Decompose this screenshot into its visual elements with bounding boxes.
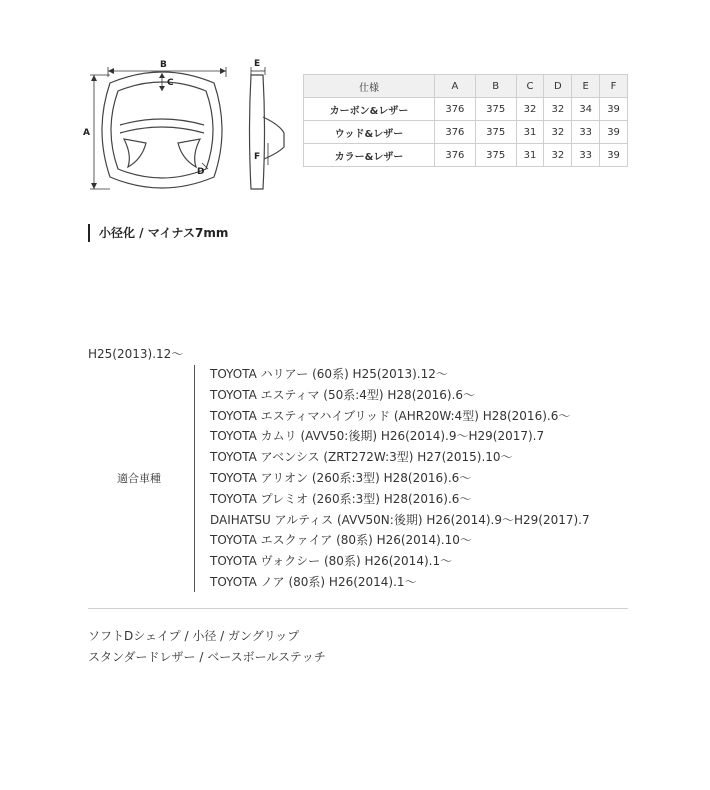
product-subtitle: 小径化 / マイナス7mm xyxy=(88,224,228,242)
list-item: TOYOTA アリオン (260系:3型) H28(2016).6～ xyxy=(210,470,472,485)
spec-cell: 32 xyxy=(544,98,572,121)
spec-cell: 33 xyxy=(572,121,600,144)
spec-row-label: ウッド&レザー xyxy=(304,121,435,144)
list-item: スタンダードレザー / ベースボールステッチ xyxy=(88,650,326,664)
spec-row-label: カーボン&レザー xyxy=(304,98,435,121)
table-row xyxy=(304,121,628,144)
spec-row-label: カラー&レザー xyxy=(304,144,435,167)
dim-label-d: D xyxy=(197,167,205,177)
dim-label-e: E xyxy=(254,59,261,69)
section-divider xyxy=(88,608,628,609)
list-item: TOYOTA エスクァイア (80系) H26(2014).10～ xyxy=(210,533,472,548)
spec-cell: 376 xyxy=(435,144,476,167)
spec-header-cell: D xyxy=(544,75,572,98)
spec-cell: 34 xyxy=(572,98,600,121)
wheel-side-view xyxy=(250,75,285,189)
list-item: TOYOTA エスティマ (50系:4型) H28(2016).6～ xyxy=(210,387,476,402)
compatible-vehicles-list xyxy=(210,364,590,593)
spec-cell: 375 xyxy=(475,98,516,121)
list-item: TOYOTA プレミオ (260系:3型) H28(2016).6～ xyxy=(210,491,472,506)
spec-cell: 33 xyxy=(572,144,600,167)
list-item: TOYOTA アベンシス (ZRT272W:3型) H27(2015).10～ xyxy=(210,450,513,465)
spec-cell: 31 xyxy=(516,144,544,167)
spec-table-header-row xyxy=(304,75,628,98)
dim-label-b: B xyxy=(160,60,167,70)
spec-header-cell: B xyxy=(475,75,516,98)
spec-header-cell: A xyxy=(435,75,476,98)
vehicles-divider-line xyxy=(194,365,195,592)
table-row xyxy=(304,144,628,167)
feature-list xyxy=(88,626,326,668)
list-item: DAIHATSU アルティス (AVV50N:後期) H26(2014).9～H29(2017).7 xyxy=(210,512,590,527)
table-row xyxy=(304,98,628,121)
list-item: TOYOTA カムリ (AVV50:後期) H26(2014).9～H29(2017).7 xyxy=(210,429,545,444)
dim-label-a: A xyxy=(83,128,90,138)
release-date: H25(2013).12～ xyxy=(88,347,184,361)
spec-header-cell: F xyxy=(600,75,628,98)
spec-header-cell: 仕様 xyxy=(304,75,435,98)
spec-cell: 375 xyxy=(475,144,516,167)
spec-cell: 32 xyxy=(544,121,572,144)
spec-cell: 376 xyxy=(435,121,476,144)
spec-header-cell: C xyxy=(516,75,544,98)
spec-table xyxy=(303,74,628,167)
dim-label-f: F xyxy=(254,152,261,162)
list-item: TOYOTA ノア (80系) H26(2014).1～ xyxy=(210,574,417,589)
spec-header-cell: E xyxy=(572,75,600,98)
side-dimension-lines xyxy=(251,67,268,165)
list-item: TOYOTA ヴォクシー (80系) H26(2014).1～ xyxy=(210,554,453,569)
spec-cell: 32 xyxy=(544,144,572,167)
steering-wheel-diagram xyxy=(80,55,300,205)
spec-cell: 39 xyxy=(600,121,628,144)
dim-label-c: C xyxy=(167,78,174,88)
list-item: ソフトDシェイプ / 小径 / ガングリップ xyxy=(88,629,300,643)
spec-cell: 39 xyxy=(600,144,628,167)
dimension-lines xyxy=(90,67,226,189)
compatible-vehicles-label: 適合車種 xyxy=(117,472,161,485)
spec-cell: 32 xyxy=(516,98,544,121)
list-item: TOYOTA ハリアー (60系) H25(2013).12～ xyxy=(210,367,448,381)
spec-cell: 31 xyxy=(516,121,544,144)
list-item: TOYOTA エスティマハイブリッド (AHR20W:4型) H28(2016).6～ xyxy=(210,408,571,423)
spec-cell: 375 xyxy=(475,121,516,144)
spec-cell: 39 xyxy=(600,98,628,121)
spec-cell: 376 xyxy=(435,98,476,121)
